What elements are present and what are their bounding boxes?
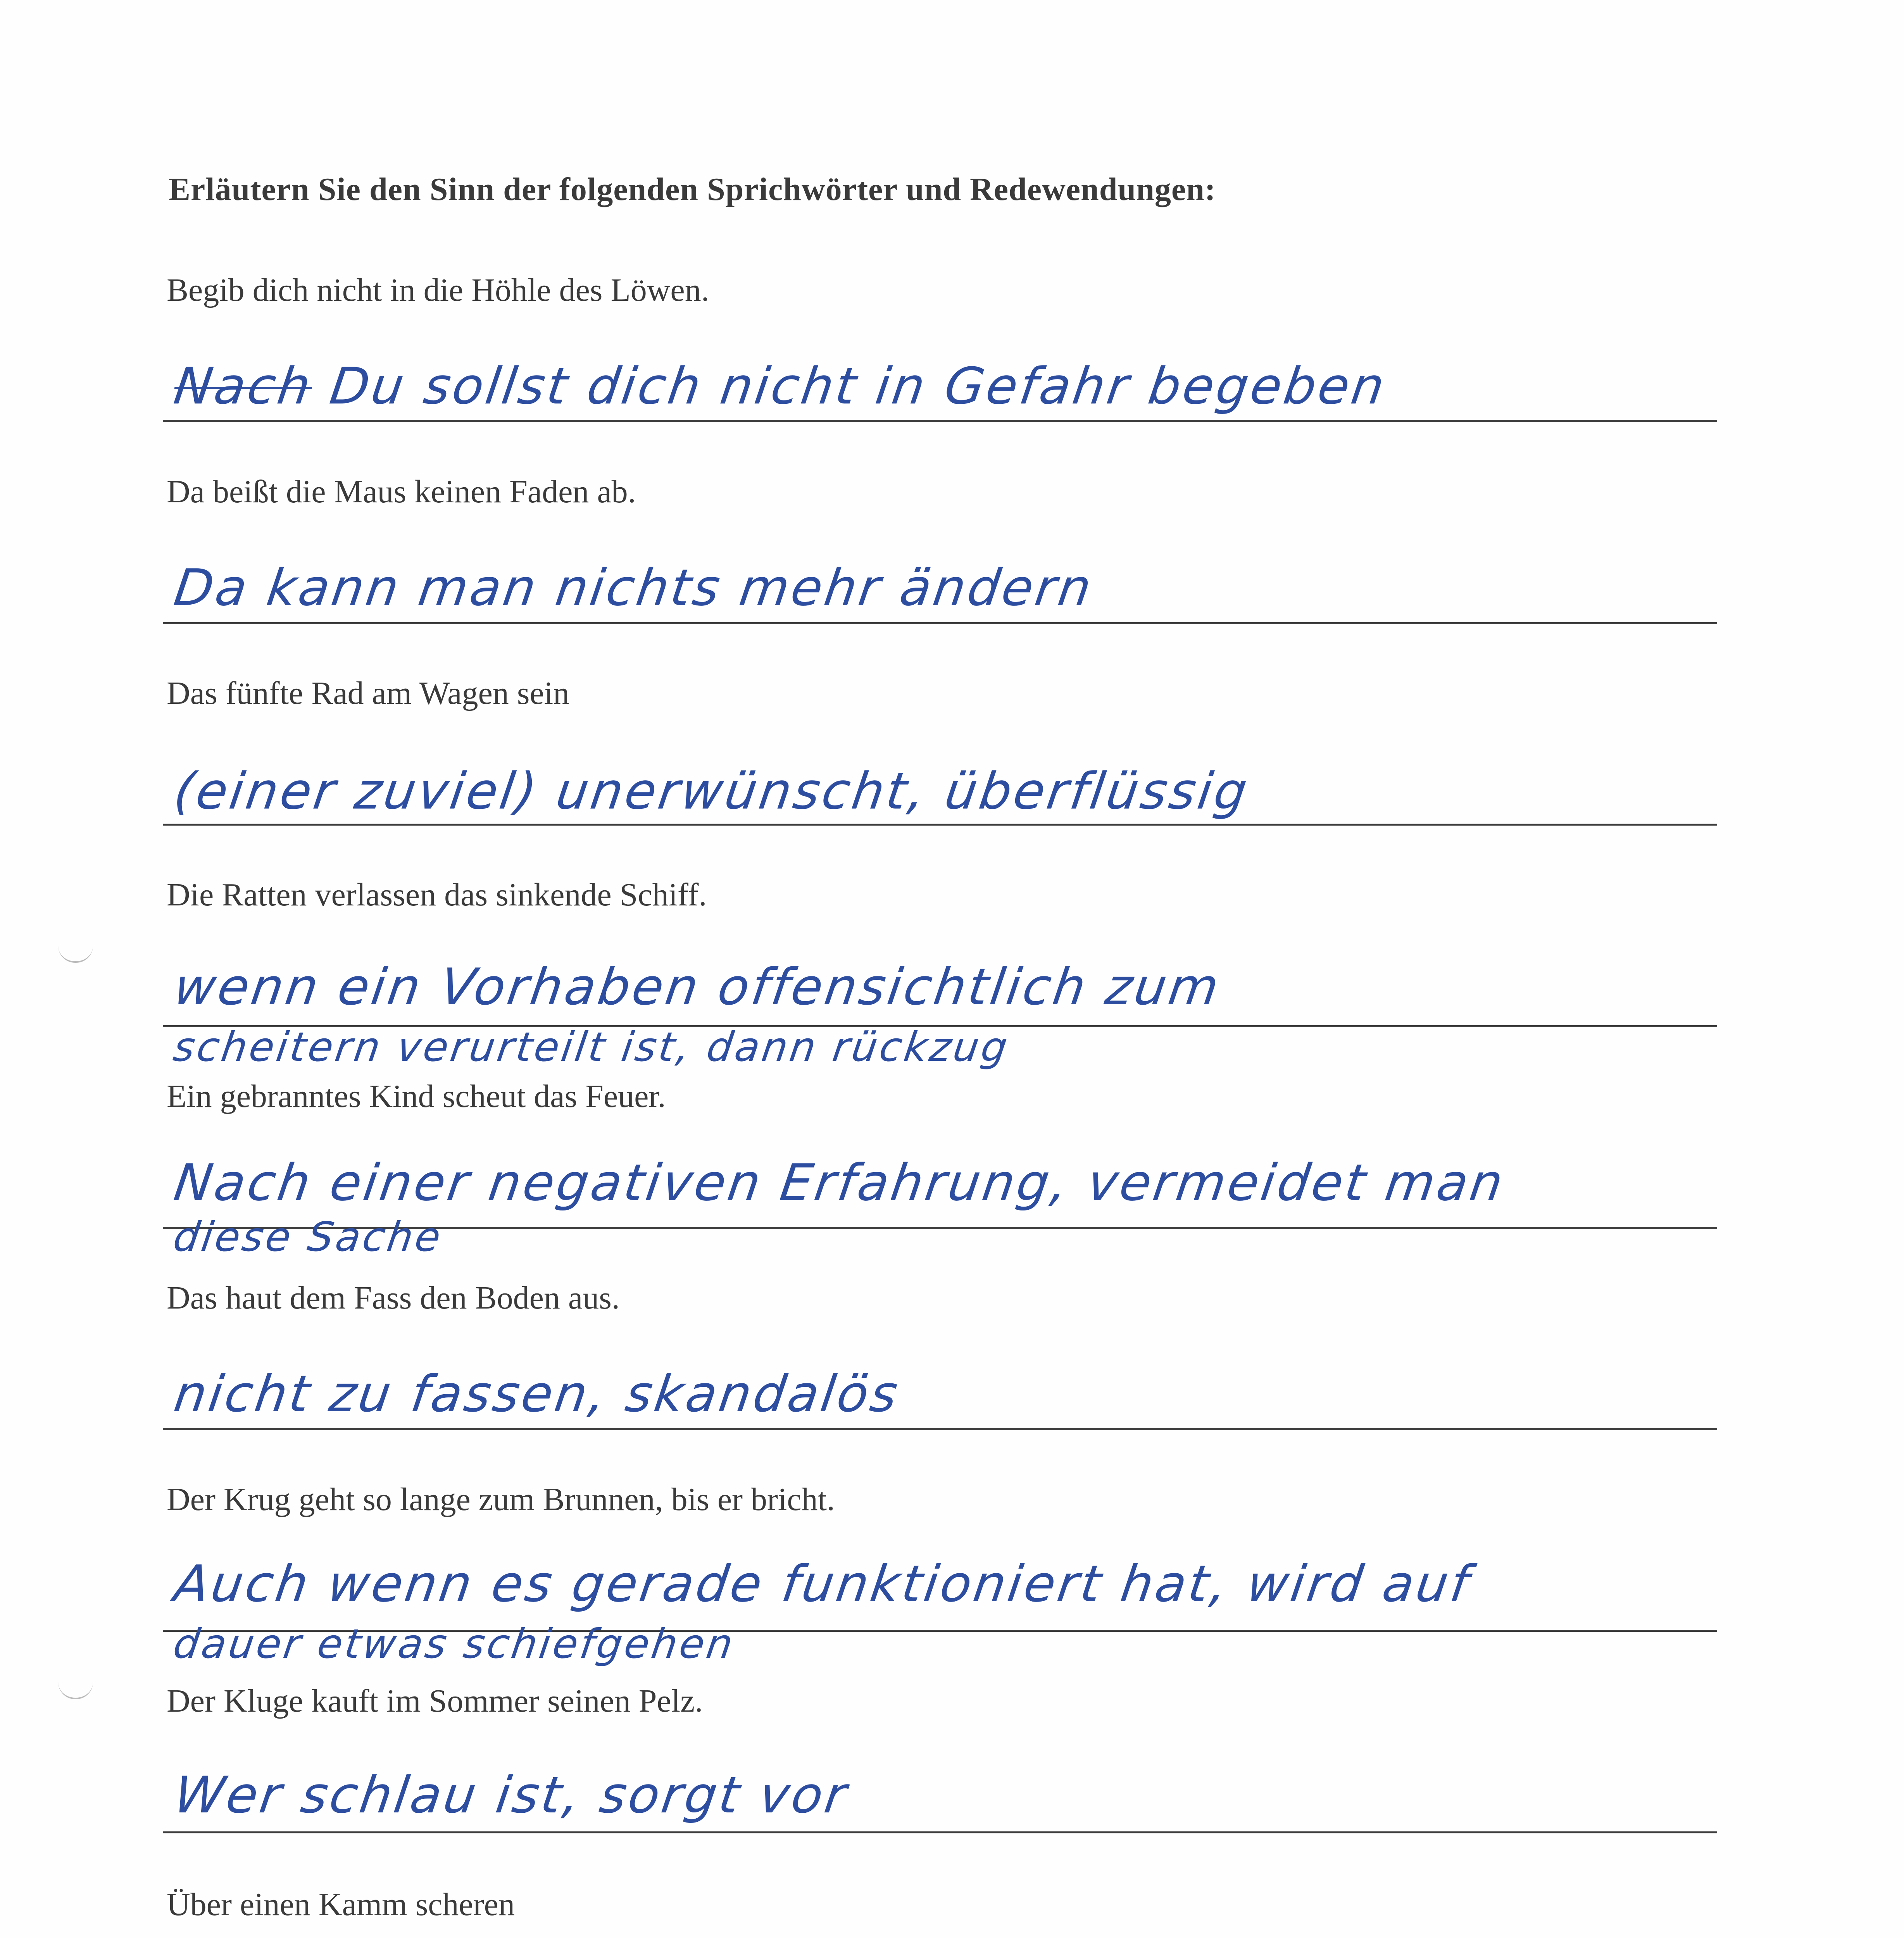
answer-line xyxy=(163,420,1717,422)
handwritten-answer: Wer schlau ist, sorgt vor xyxy=(171,1766,852,1824)
handwritten-answer: nicht zu fassen, skandalös xyxy=(171,1364,904,1423)
answer-line xyxy=(163,622,1717,624)
struck-word: Nach xyxy=(171,357,317,416)
handwritten-answer: Da kann man nichts mehr ändern xyxy=(171,558,1097,617)
proverb-prompt: Ein gebranntes Kind scheut das Feuer. xyxy=(167,1078,666,1114)
proverb-prompt: Der Krug geht so lange zum Brunnen, bis er bricht. xyxy=(167,1481,835,1517)
proverb-prompt: Begib dich nicht in die Höhle des Löwen. xyxy=(167,272,709,308)
handwritten-answer: (einer zuviel) unerwünscht, überflüssig xyxy=(171,762,1253,821)
handwritten-answer: wenn ein Vorhaben offensichtlich zum xyxy=(171,957,1224,1016)
proverb-prompt: Das fünfte Rad am Wagen sein xyxy=(167,675,570,711)
handwritten-answer-continued: diese Sache xyxy=(171,1213,446,1260)
answer-line xyxy=(163,824,1717,826)
proverb-prompt: Der Kluge kauft im Sommer seinen Pelz. xyxy=(167,1683,703,1719)
handwritten-answer xyxy=(171,357,1390,416)
answer-line xyxy=(163,1831,1717,1833)
handwritten-answer-continued: scheitern verurteilt ist, dann rückzug xyxy=(171,1023,1013,1071)
answer-line xyxy=(163,1428,1717,1430)
answer-text: Du sollst dich nicht in Gefahr begeben xyxy=(326,357,1390,416)
worksheet-title: Erläutern Sie den Sinn der folgenden Sprichwörter und Redewendungen: xyxy=(169,171,1216,207)
proverb-prompt: Die Ratten verlassen das sinkende Schiff. xyxy=(167,877,707,913)
handwritten-answer: Nach einer negativen Erfahrung, vermeidet man xyxy=(171,1153,1509,1212)
proverb-prompt: Über einen Kamm scheren xyxy=(167,1886,515,1922)
margin-mark xyxy=(58,946,93,963)
proverb-prompt: Das haut dem Fass den Boden aus. xyxy=(167,1280,620,1316)
margin-mark xyxy=(58,1682,93,1699)
handwritten-answer-continued: dauer etwas schiefgehen xyxy=(171,1620,738,1667)
handwritten-answer: Auch wenn es gerade funktioniert hat, wird auf xyxy=(171,1554,1475,1613)
proverb-prompt: Da beißt die Maus keinen Faden ab. xyxy=(167,474,636,510)
